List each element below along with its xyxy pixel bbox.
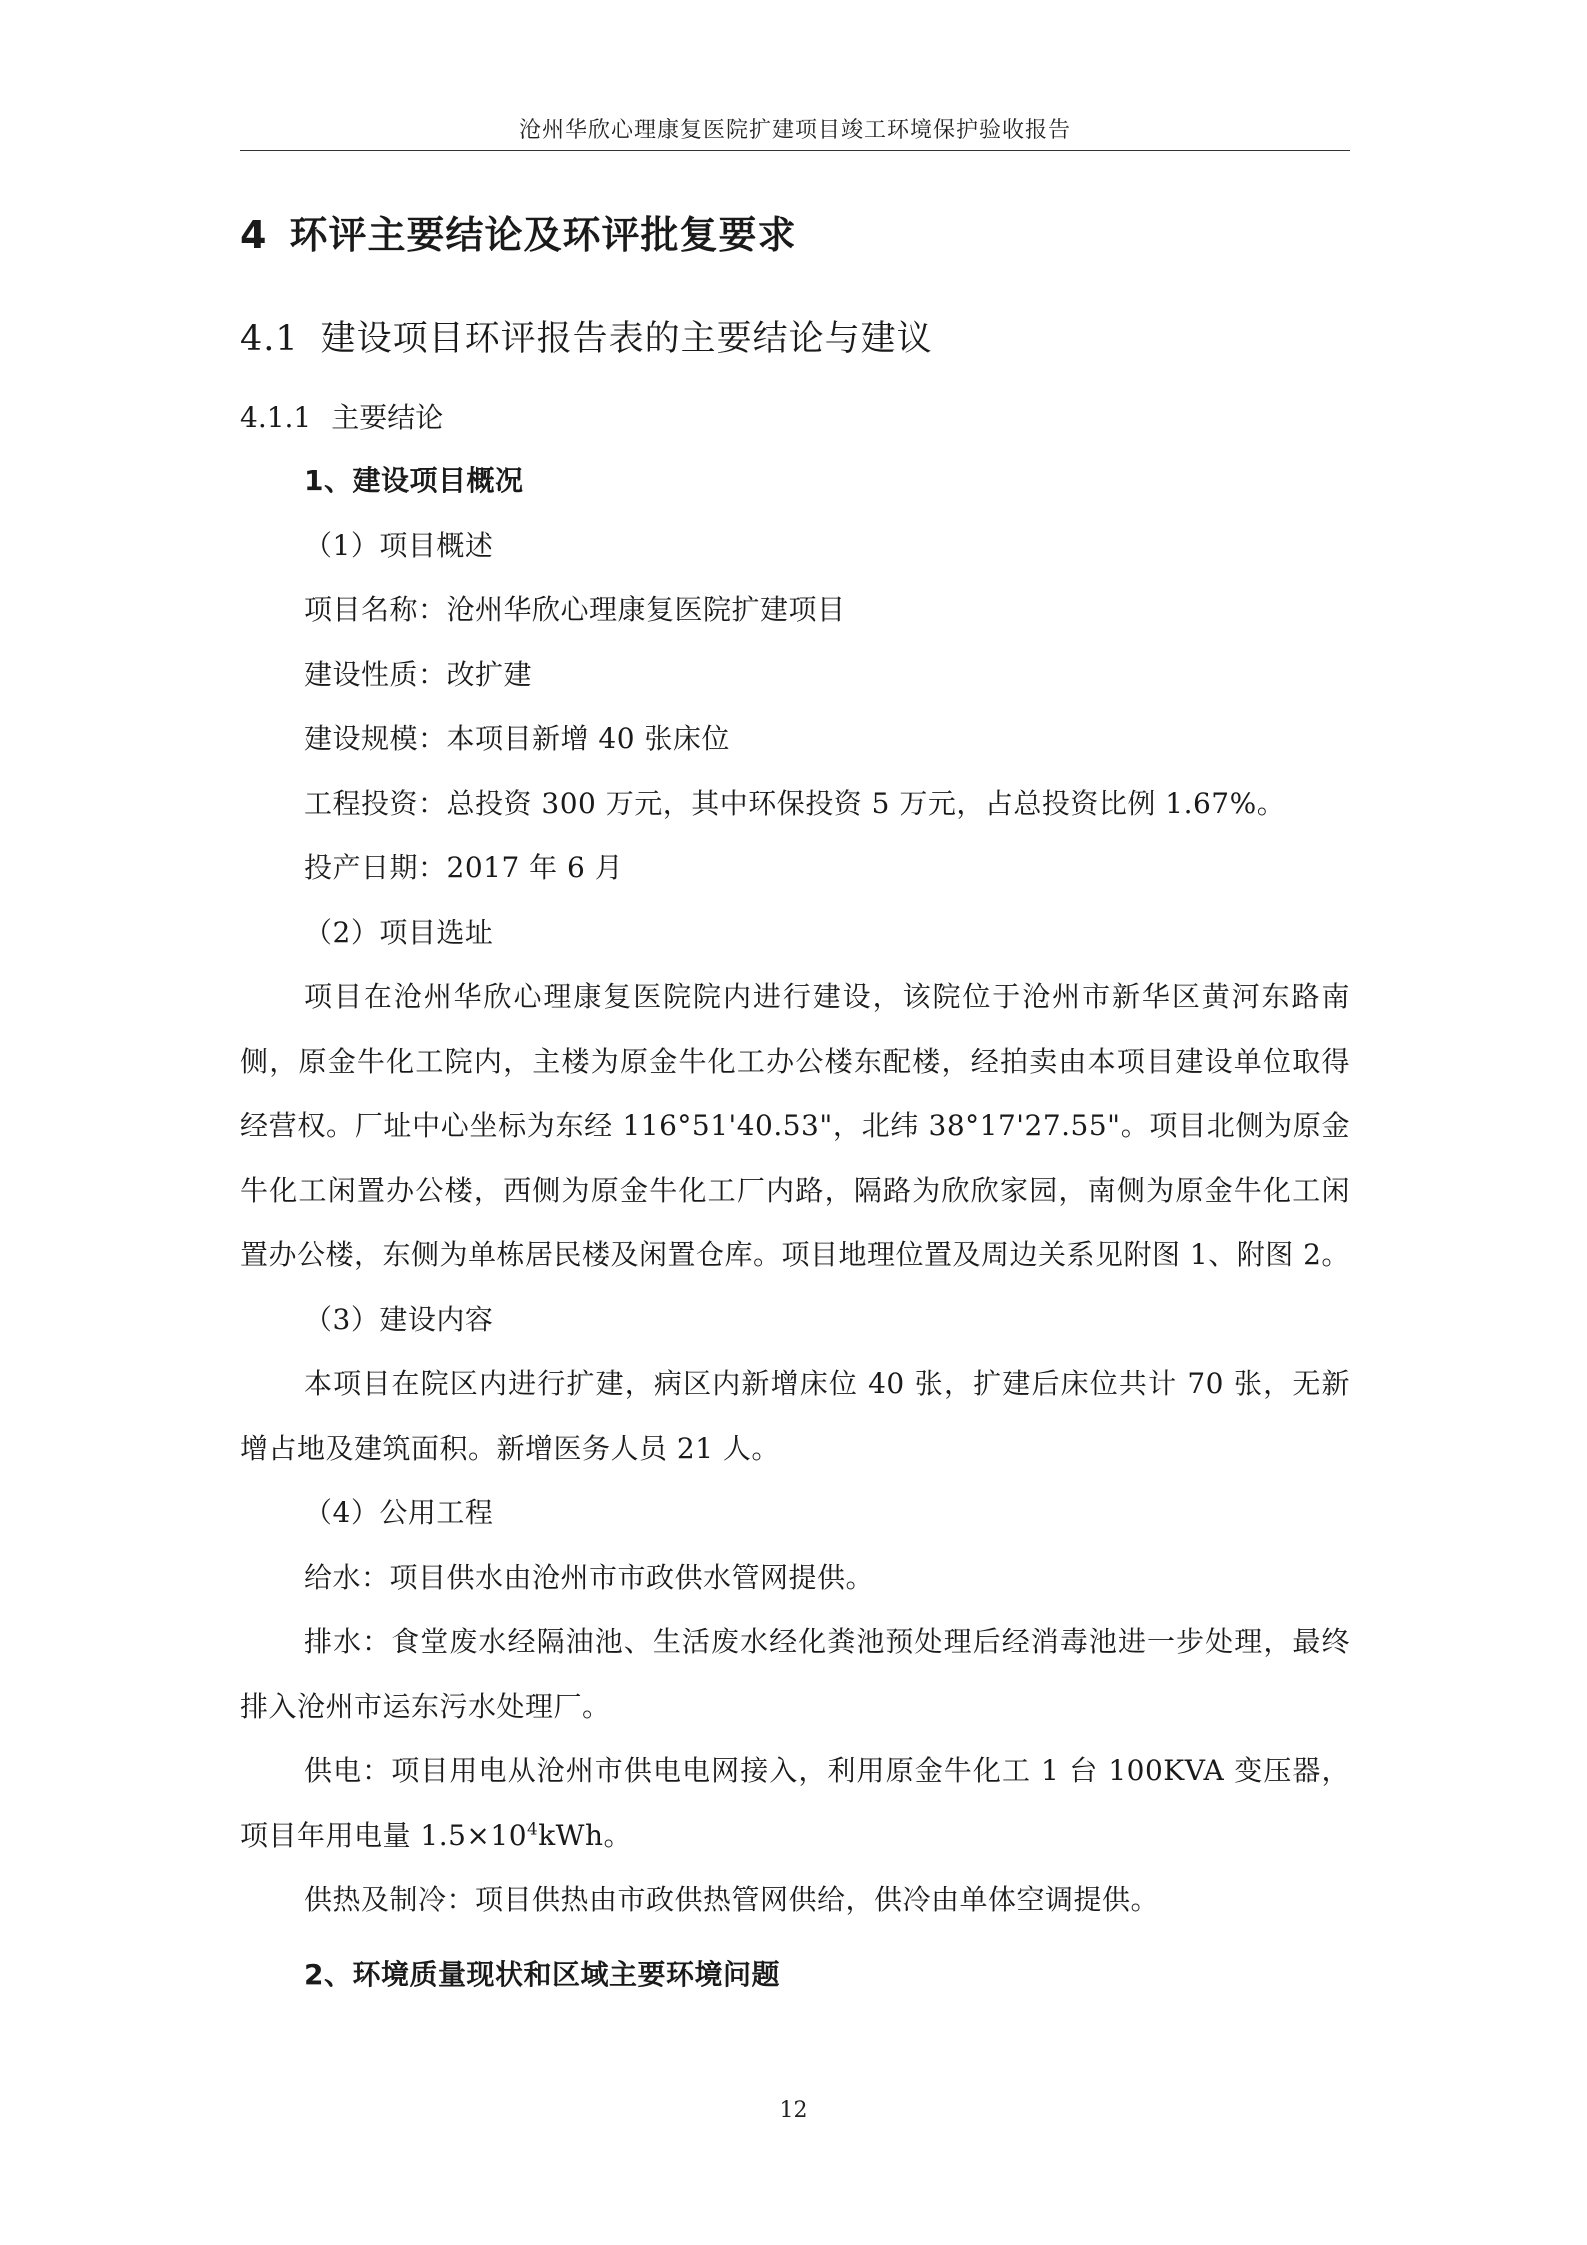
power-supply-unit: kWh。 — [538, 1818, 632, 1852]
page-number: 12 — [779, 2098, 808, 2123]
chapter-title: 环评主要结论及环评批复要求 — [289, 213, 797, 257]
heading-environment-quality: 2、环境质量现状和区域主要环境问题 — [304, 1957, 780, 1991]
heading-construction-content: （3）建设内容 — [304, 1302, 494, 1336]
section-heading — [240, 301, 1350, 377]
header-rule — [240, 150, 1350, 151]
power-supply-paragraph — [240, 1739, 1350, 1868]
subsection-heading — [240, 387, 1350, 449]
water-supply-paragraph: 给水：项目供水由沧州市市政供水管网提供。 — [304, 1560, 875, 1594]
construction-content-paragraph: 本项目在院区内进行扩建，病区内新增床位 40 张，扩建后床位共计 70 张，无新增占地及建筑面积。新增医务人员 21 人。 — [240, 1367, 1350, 1465]
chapter-number: 4 — [240, 213, 268, 257]
heading-project-site: （2）项目选址 — [304, 915, 494, 949]
subsection-title: 主要结论 — [331, 401, 444, 434]
site-paragraph: 项目在沧州华欣心理康复医院院内进行建设，该院位于沧州市新华区黄河东路南侧，原金牛化工院内，主楼为原金牛化工办公楼东配楼，经拍卖由本项目建设单位取得经营权。厂址中心坐标为东经 116°51'40.53"，北纬 38°17'27.55"。项目北侧为原金牛化工闲置办公楼，西侧为原金牛化工厂内路，隔路为欣欣家园，南侧为原金牛化工闲置办公楼，东侧为单栋居民楼及闲置仓库。项目地理位置及周边关系见附图 1、附图 2。 — [240, 980, 1350, 1271]
heading-project-summary: （1）项目概述 — [304, 528, 494, 562]
project-name-line: 项目名称：沧州华欣心理康复医院扩建项目 — [304, 593, 846, 626]
running-header: 沧州华欣心理康复医院扩建项目竣工环境保护验收报告 — [518, 118, 1071, 143]
heading-public-works: （4）公用工程 — [304, 1496, 494, 1529]
project-scale-line: 建设规模：本项目新增 40 张床位 — [304, 722, 730, 755]
heading-project-overview: 1、建设项目概况 — [304, 464, 524, 497]
page-content — [240, 195, 1350, 2007]
subsection-number: 4.1.1 — [240, 401, 312, 434]
section-title: 建设项目环评报告表的主要结论与建议 — [320, 319, 933, 359]
project-date-line: 投产日期：2017 年 6 月 — [304, 851, 624, 884]
power-supply-exponent: 4 — [527, 1818, 539, 1839]
section-number: 4.1 — [240, 319, 299, 359]
project-nature-line: 建设性质：改扩建 — [304, 657, 533, 691]
project-investment-line: 工程投资：总投资 300 万元，其中环保投资 5 万元，占总投资比例 1.67%。 — [304, 786, 1286, 820]
chapter-heading — [240, 195, 1350, 275]
heating-cooling-paragraph: 供热及制冷：项目供热由市政供热管网供给，供冷由单体空调提供。 — [304, 1883, 1160, 1916]
power-supply-text: 供电：项目用电从沧州市供电电网接入，利用原金牛化工 1 台 100KVA 变压器，项目年用电量 1.5×10 — [240, 1754, 1350, 1852]
drainage-paragraph: 排水：食堂废水经隔油池、生活废水经化粪池预处理后经消毒池进一步处理，最终排入沧州市运东污水处理厂。 — [240, 1625, 1350, 1723]
